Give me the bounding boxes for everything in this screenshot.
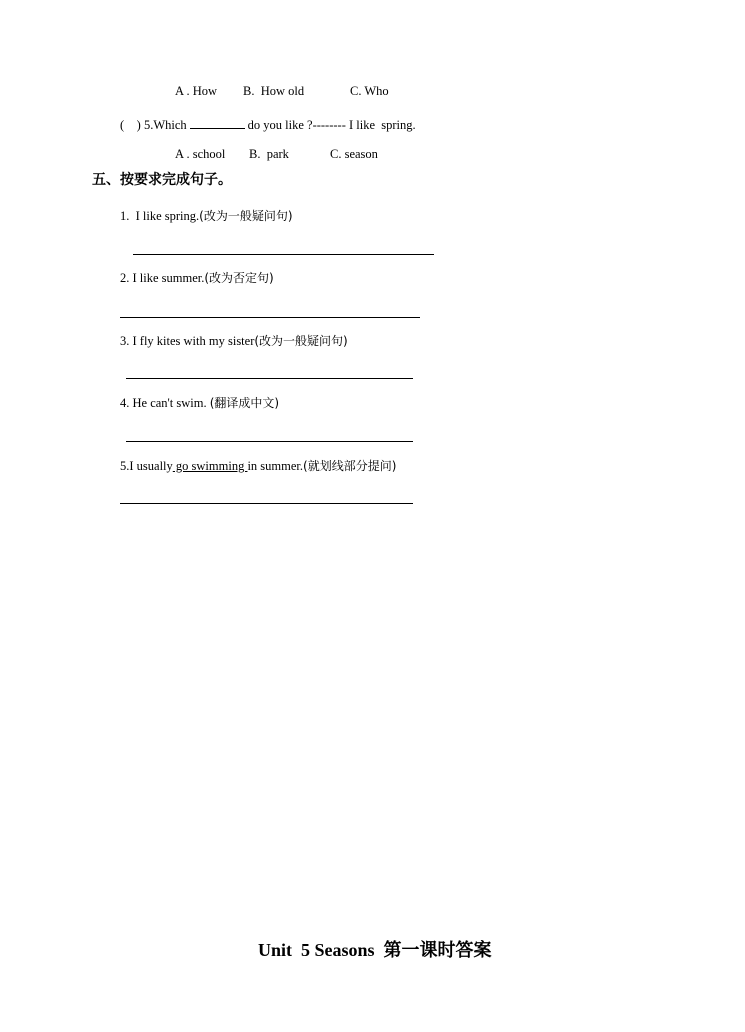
item-4-text: 4. He can't swim. <box>120 396 210 410</box>
answer-title-cn: 第一课时答案 <box>383 940 492 961</box>
item-5-instruction: (就划线部分提问) <box>303 459 397 473</box>
q5-option-b: B. park <box>249 147 289 161</box>
item-5-underlined: go swimming <box>172 459 248 473</box>
item-2 <box>120 270 274 286</box>
q5-option-c: C. season <box>330 147 378 161</box>
answer-line-1 <box>133 254 434 255</box>
item-3 <box>120 333 348 349</box>
q5-prefix: 5.Which <box>143 118 187 132</box>
item-4 <box>120 395 279 411</box>
item-5-pre: 5.I usually <box>120 459 173 473</box>
q4-option-a: A . How <box>175 84 218 98</box>
item-1 <box>120 208 293 224</box>
q5-option-a: A . school <box>175 147 226 161</box>
item-3-text: 3. I fly kites with my sister <box>120 334 255 348</box>
item-4-instruction: (翻译成中文) <box>209 396 280 410</box>
item-5 <box>120 458 396 474</box>
item-3-instruction: (改为一般疑问句) <box>254 334 348 348</box>
item-1-text: 1. I like spring. <box>120 209 200 223</box>
answer-line-3 <box>126 378 413 379</box>
answer-line-2 <box>120 317 420 318</box>
item-1-instruction: (改为一般疑问句) <box>199 209 293 223</box>
q5-suffix: do you like ?-------- I like spring. <box>247 118 416 132</box>
answer-section-title <box>258 939 492 962</box>
section-5-heading: 五、按要求完成句子。 <box>92 172 232 188</box>
q4-option-c: C. Who <box>350 84 389 98</box>
answer-line-4 <box>126 441 413 442</box>
q5-blank <box>190 116 245 129</box>
item-2-instruction: (改为否定句) <box>204 271 274 285</box>
answer-title-en: Unit 5 Seasons <box>258 940 375 960</box>
question-5 <box>120 116 416 133</box>
item-5-post: in summer. <box>247 459 304 473</box>
q5-answer-paren: ( ) <box>120 118 141 132</box>
answer-line-5 <box>120 503 413 504</box>
item-2-text: 2. I like summer. <box>120 271 205 285</box>
q4-option-b: B. How old <box>243 84 305 98</box>
